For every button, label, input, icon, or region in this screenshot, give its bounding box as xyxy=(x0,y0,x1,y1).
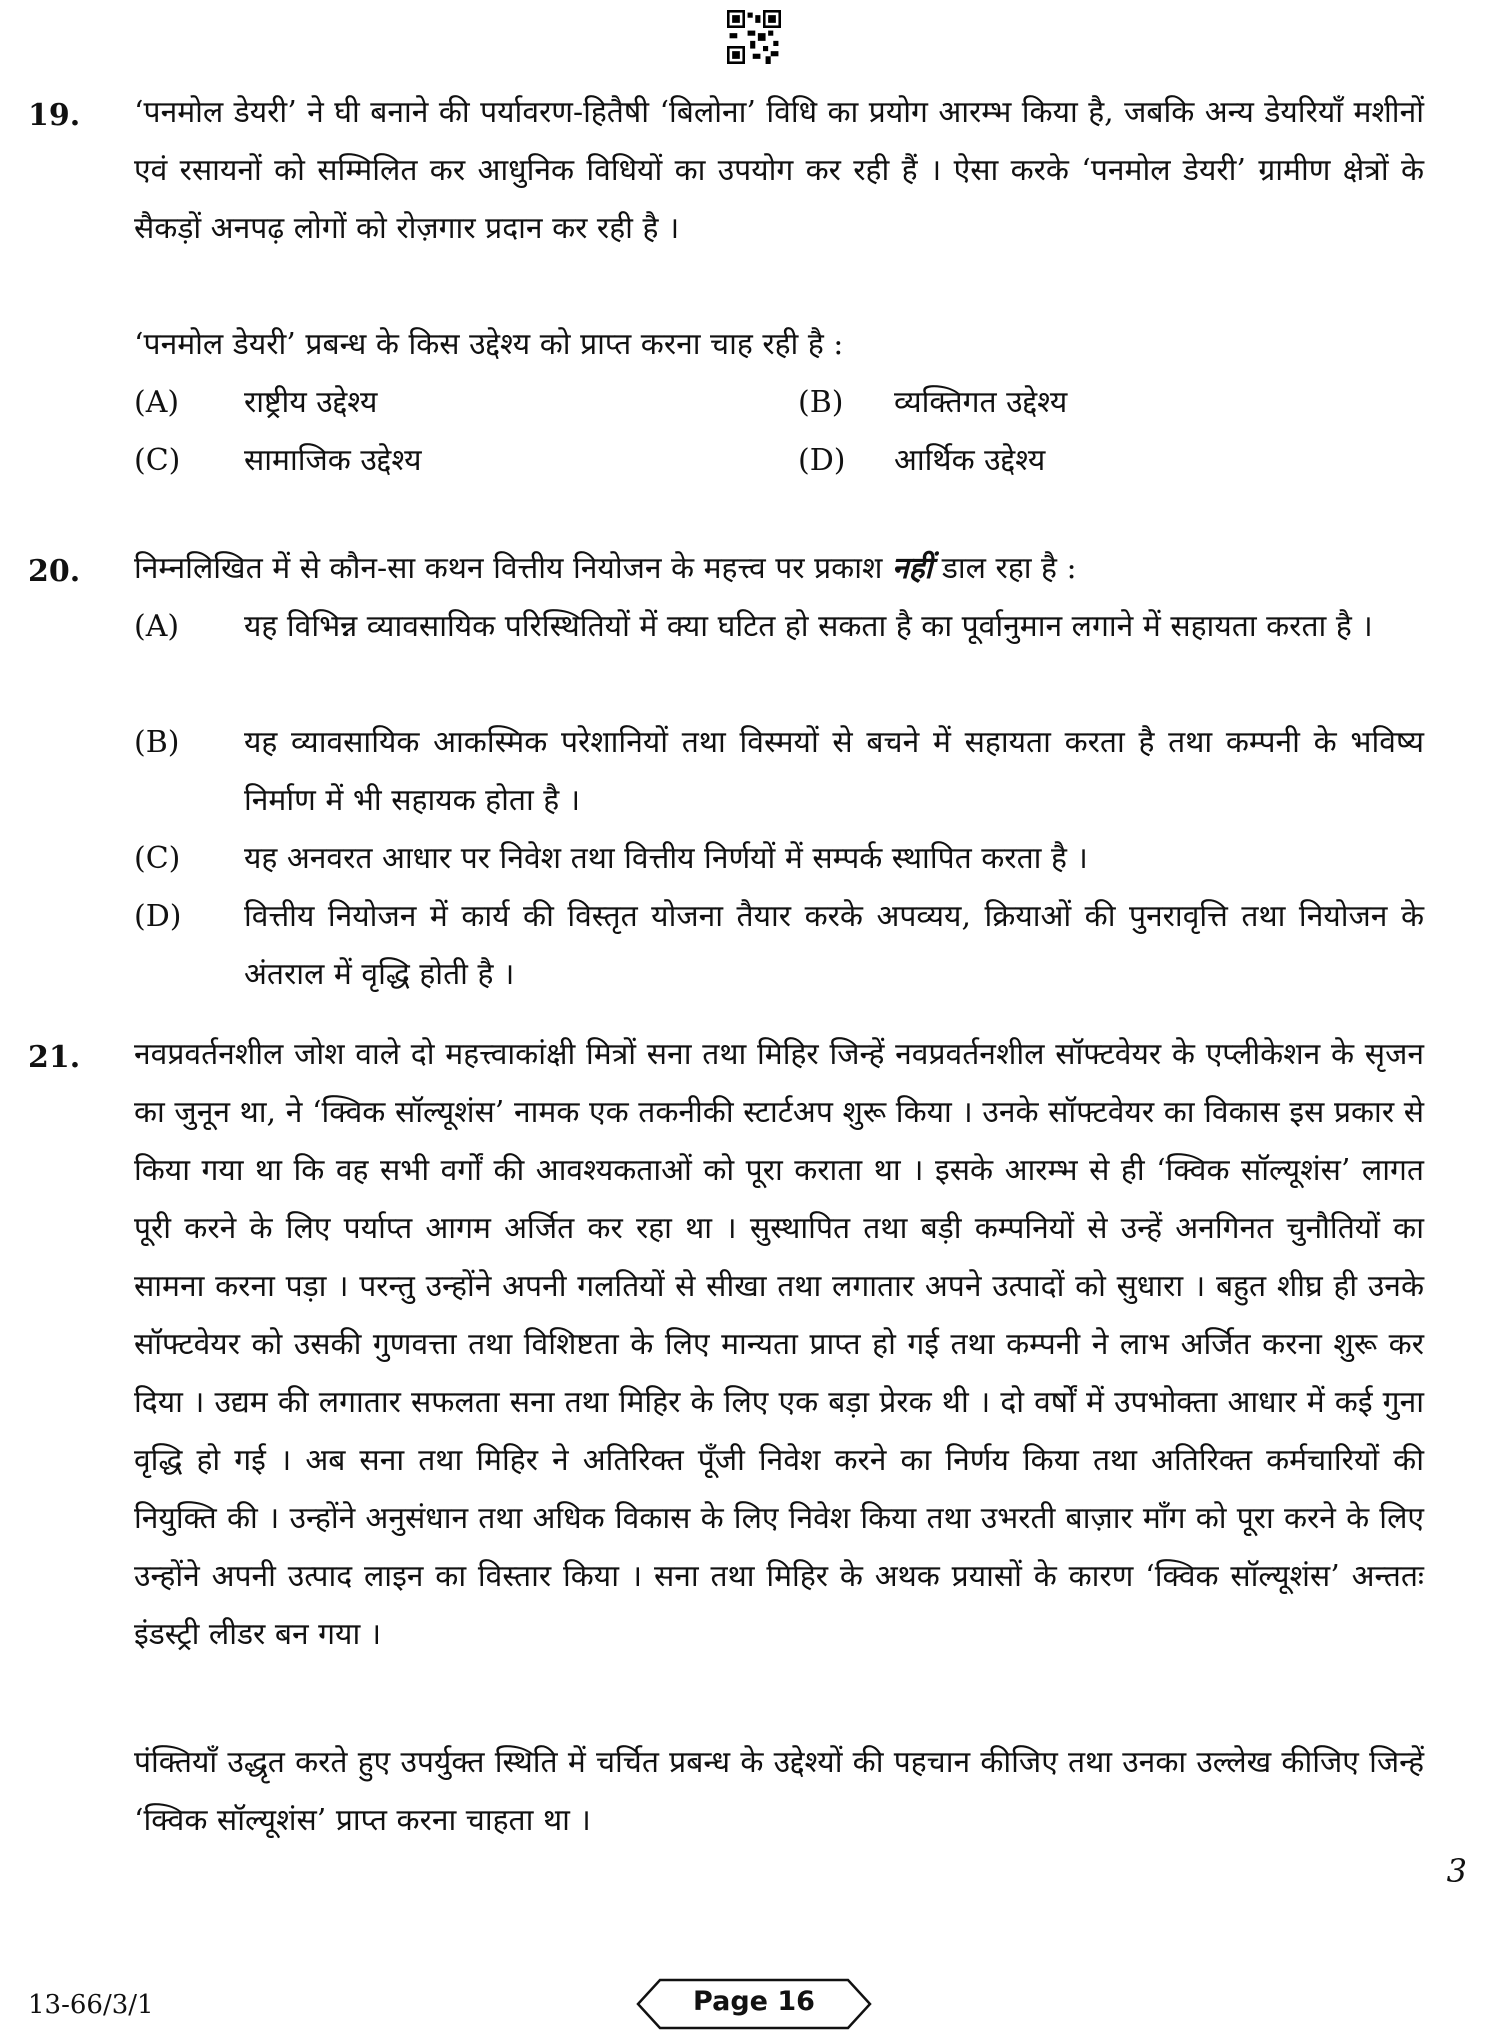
option-text: राष्ट्रीय उद्देश्य xyxy=(244,385,378,420)
option-label: (B) xyxy=(798,385,844,420)
question-number: 19. xyxy=(28,98,81,133)
option-label: (A) xyxy=(134,609,180,644)
option-label: (A) xyxy=(134,385,180,420)
question-19 xyxy=(28,96,1468,496)
option-label: (C) xyxy=(134,841,181,876)
question-prompt xyxy=(134,540,1424,598)
option-label: (C) xyxy=(134,443,181,478)
question-prompt-start: निम्नलिखित में से कौन-सा कथन वित्तीय नियोजन के महत्त्व पर प्रकाश xyxy=(134,551,883,586)
option-text: सामाजिक उद्देश्य xyxy=(244,443,422,478)
option-label: (D) xyxy=(798,443,846,478)
question-prompt: ‘पनमोल डेयरी’ प्रबन्ध के किस उद्देश्य को प्राप्त करना चाह रही है : xyxy=(134,327,844,362)
option-text: वित्तीय नियोजन में कार्य की विस्तृत योजना तैयार करके अपव्यय, क्रियाओं की पुनरावृत्ति तथा नियोजन के अंतराल में वृद्धि होती है । xyxy=(244,899,1424,992)
emphasis-word: नहीं xyxy=(891,551,933,586)
page-number: Page 16 xyxy=(693,1986,815,2017)
question-20 xyxy=(28,540,1468,1000)
question-number: 20. xyxy=(28,554,81,589)
question-passage: ‘पनमोल डेयरी’ ने घी बनाने की पर्यावरण-हितैषी ‘बिलोना’ विधि का प्रयोग आरम्भ किया है, जबकि अन्य डेयरियाँ मशीनों एवं रसायनों को सम्मिलित कर आधुनिक विधियों का उपयोग कर रही हैं । ऐसा करके ‘पनमोल डेयरी’ ग्रामीण क्षेत्रों के सैकड़ों अनपढ़ लोगों को रोज़गार प्रदान कर रही है । xyxy=(134,95,1424,246)
option-text: व्यक्तिगत उद्देश्य xyxy=(894,385,1068,420)
question-21 xyxy=(28,1026,1468,1876)
marks: 3 xyxy=(1446,1852,1467,1890)
option-text: यह विभिन्न व्यावसायिक परिस्थितियों में क्या घटित हो सकता है का पूर्वानुमान लगाने में सहायता करता है । xyxy=(244,609,1373,644)
option-text: आर्थिक उद्देश्य xyxy=(894,443,1046,478)
option-label: (D) xyxy=(134,899,182,934)
question-prompt-end: डाल रहा है : xyxy=(941,551,1077,586)
option-text: यह व्यावसायिक आकस्मिक परेशानियों तथा विस्मयों से बचने में सहायता करता है तथा कम्पनी के भविष्य निर्माण में भी सहायक होता है । xyxy=(244,725,1424,818)
question-prompt: पंक्तियाँ उद्धृत करते हुए उपर्युक्त स्थिति में चर्चित प्रबन्ध के उद्देश्यों की पहचान कीजिए तथा उनका उल्लेख कीजिए जिन्हें ‘क्विक सॉल्यूशंस’ प्राप्त करना चाहता था । xyxy=(134,1745,1424,1838)
question-passage: नवप्रवर्तनशील जोश वाले दो महत्त्वाकांक्षी मित्रों सना तथा मिहिर जिन्हें नवप्रवर्तनशील सॉफ्टवेयर के एप्लीकेशन के सृजन का जुनून था, ने ‘क्विक सॉल्यूशंस’ नामक एक तकनीकी स्टार्टअप शुरू किया । उनके सॉफ्टवेयर का विकास इस प्रकार से किया गया था कि वह सभी वर्गों की आवश्यकताओं को पूरा कराता था । इसके आरम्भ से ही ‘क्विक सॉल्यूशंस’ लागत पूरी करने के लिए पर्याप्त आगम अर्जित कर रहा था । सुस्थापित तथा बड़ी कम्पनियों से उन्हें अनगिनत चुनौतियों का सामना करना पड़ा । परन्तु उन्होंने अपनी गलतियों से सीखा तथा लगातार अपने उत्पादों को सुधारा । बहुत शीघ्र ही उनके सॉफ्टवेयर को उसकी गुणवत्ता तथा विशिष्टता के लिए मान्यता प्राप्त हो गई तथा कम्पनी ने लाभ अर्जित करना शुरू कर दिया । उद्यम की लगातार सफलता सना तथा मिहिर के लिए एक बड़ा प्रेरक थी । दो वर्षों में उपभोक्ता आधार में कई गुना वृद्धि हो गई । अब सना तथा मिहिर ने अतिरिक्त पूँजी निवेश करने का निर्णय किया तथा अतिरिक्त कर्मचारियों की नियुक्ति की । उन्होंने अनुसंधान तथा अधिक विकास के लिए निवेश किया तथा उभरती बाज़ार माँग को पूरा करने के लिए उन्होंने अपनी उत्पाद लाइन का विस्तार किया । सना तथा मिहिर के अथक प्रयासों के कारण ‘क्विक सॉल्यूशंस’ अन्ततः इंडस्ट्री लीडर बन गया । xyxy=(134,1037,1424,1652)
paper-code: 13-66/3/1 xyxy=(28,1990,154,2020)
page-number-badge xyxy=(636,1978,872,2030)
option-label: (B) xyxy=(134,725,180,760)
option-text: यह अनवरत आधार पर निवेश तथा वित्तीय निर्णयों में सम्पर्क स्थापित करता है । xyxy=(244,841,1088,876)
question-number: 21. xyxy=(28,1040,81,1075)
qr-code-icon xyxy=(727,10,781,64)
